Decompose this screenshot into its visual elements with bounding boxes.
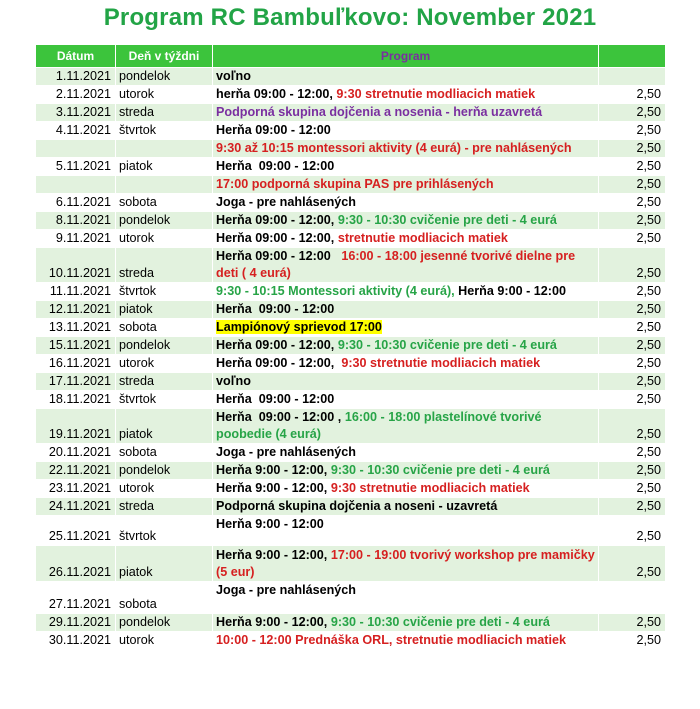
program-segment: Herňa 09:00 - 12:00	[216, 302, 335, 316]
column-header-price	[599, 45, 666, 68]
program-segment: 9:30 - 10:15 Montessori aktivity (4 eurá),	[216, 284, 459, 298]
cell-price: 2,50	[599, 194, 666, 212]
table-row	[36, 86, 666, 104]
cell-date: 15.11.2021	[36, 337, 116, 355]
program-segment: 17:00 podporná skupina PAS pre prihlásených	[216, 177, 494, 191]
table-row	[36, 444, 666, 462]
cell-date: 4.11.2021	[36, 122, 116, 140]
cell-date: 3.11.2021	[36, 104, 116, 122]
schedule-table	[35, 44, 666, 650]
program-segment: 9:30 - 10:30 cvičenie pre deti - 4 eurá	[330, 463, 550, 477]
program-segment: Herňa 09:00 - 12:00	[216, 249, 342, 263]
cell-date: 12.11.2021	[36, 301, 116, 319]
cell-price: 2,50	[599, 409, 666, 444]
cell-date	[36, 140, 116, 158]
cell-day: piatok	[116, 409, 213, 444]
cell-price: 2,50	[599, 230, 666, 248]
table-row	[36, 480, 666, 498]
cell-day: utorok	[116, 632, 213, 650]
cell-date: 1.11.2021	[36, 68, 116, 86]
program-segment: Herňa 9:00 - 12:00,	[216, 548, 331, 562]
table-row	[36, 546, 666, 582]
cell-price: 2,50	[599, 546, 666, 582]
cell-date: 24.11.2021	[36, 498, 116, 516]
table-row	[36, 516, 666, 546]
cell-program	[213, 480, 599, 498]
cell-day: pondelok	[116, 614, 213, 632]
cell-date: 18.11.2021	[36, 391, 116, 409]
program-segment: Herňa 09:00 - 12:00,	[216, 356, 342, 370]
cell-program	[213, 632, 599, 650]
program-segment: Herňa 09:00 - 12:00,	[216, 231, 338, 245]
cell-date: 5.11.2021	[36, 158, 116, 176]
cell-price: 2,50	[599, 248, 666, 283]
cell-date: 16.11.2021	[36, 355, 116, 373]
cell-program	[213, 158, 599, 176]
cell-date: 27.11.2021	[36, 582, 116, 614]
cell-program	[213, 582, 599, 614]
column-header-program: Program	[213, 45, 599, 68]
cell-price: 2,50	[599, 480, 666, 498]
table-row	[36, 462, 666, 480]
cell-day: streda	[116, 498, 213, 516]
table-row	[36, 409, 666, 444]
cell-price: 2,50	[599, 632, 666, 650]
cell-program	[213, 68, 599, 86]
cell-program	[213, 230, 599, 248]
table-row	[36, 498, 666, 516]
cell-day: utorok	[116, 230, 213, 248]
cell-program	[213, 140, 599, 158]
cell-day: štvrtok	[116, 283, 213, 301]
program-segment: 10:00 - 12:00 Prednáška ORL, stretnutie modliacich matiek	[216, 633, 566, 647]
cell-price: 2,50	[599, 140, 666, 158]
cell-program	[213, 355, 599, 373]
table-row	[36, 283, 666, 301]
cell-program	[213, 301, 599, 319]
program-segment: Herňa 09:00 - 12:00	[216, 392, 335, 406]
program-segment: 17:00 - 19:00 tvorivý workshop pre mamičky (5 eur)	[216, 548, 599, 579]
program-segment: 9:30 stretnutie modliacich matiek	[341, 356, 541, 370]
program-segment: herňa 09:00 - 12:00,	[216, 87, 337, 101]
cell-price: 2,50	[599, 337, 666, 355]
program-segment: 9:30 - 10:30 cvičenie pre deti - 4 eurá	[330, 615, 550, 629]
cell-date: 20.11.2021	[36, 444, 116, 462]
program-segment: Podporná skupina dojčenia a nosenia - herňa uzavretá	[216, 105, 543, 119]
cell-day: streda	[116, 104, 213, 122]
cell-price: 2,50	[599, 498, 666, 516]
program-segment: Herňa 09:00 - 12:00,	[216, 338, 338, 352]
program-segment: Joga - pre nahlásených	[216, 583, 356, 597]
cell-day: utorok	[116, 480, 213, 498]
cell-price: 2,50	[599, 176, 666, 194]
cell-day: piatok	[116, 546, 213, 582]
cell-day	[116, 140, 213, 158]
cell-date: 19.11.2021	[36, 409, 116, 444]
cell-program	[213, 212, 599, 230]
table-row	[36, 337, 666, 355]
cell-day: utorok	[116, 355, 213, 373]
cell-day: pondelok	[116, 337, 213, 355]
table-row	[36, 355, 666, 373]
cell-program	[213, 194, 599, 212]
program-segment: 9:30 stretnutie modliacich matiek	[336, 87, 536, 101]
program-segment: Herňa 9:00 - 12:00,	[216, 481, 331, 495]
program-segment: Herňa 9:00 - 12:00,	[216, 615, 331, 629]
program-segment: 9:30 - 10:30 cvičenie pre deti - 4 eurá	[337, 338, 557, 352]
table-row	[36, 122, 666, 140]
cell-day: streda	[116, 248, 213, 283]
cell-date: 13.11.2021	[36, 319, 116, 337]
cell-date: 9.11.2021	[36, 230, 116, 248]
cell-day: štvrtok	[116, 122, 213, 140]
cell-day	[116, 176, 213, 194]
cell-price: 2,50	[599, 391, 666, 409]
program-segment: Joga - pre nahlásených	[216, 195, 356, 209]
cell-price: 2,50	[599, 104, 666, 122]
table-row	[36, 301, 666, 319]
table-row	[36, 319, 666, 337]
table-row	[36, 68, 666, 86]
cell-program	[213, 444, 599, 462]
cell-price: 2,50	[599, 516, 666, 546]
cell-program	[213, 462, 599, 480]
cell-program	[213, 337, 599, 355]
cell-price: 2,50	[599, 122, 666, 140]
cell-program	[213, 516, 599, 546]
cell-price: 2,50	[599, 301, 666, 319]
cell-date: 17.11.2021	[36, 373, 116, 391]
cell-price: 2,50	[599, 283, 666, 301]
program-segment: voľno	[216, 374, 251, 388]
cell-price: 2,50	[599, 355, 666, 373]
cell-price	[599, 68, 666, 86]
table-row	[36, 632, 666, 650]
cell-day: štvrtok	[116, 391, 213, 409]
cell-price: 2,50	[599, 319, 666, 337]
cell-program	[213, 122, 599, 140]
table-row	[36, 104, 666, 122]
program-highlight: Lampiónový sprievod 17:00	[216, 320, 382, 334]
cell-day: pondelok	[116, 212, 213, 230]
program-segment: Herňa 9:00 - 12:00,	[216, 463, 331, 477]
table-row	[36, 176, 666, 194]
column-header-date: Dátum	[36, 45, 116, 68]
cell-day: streda	[116, 373, 213, 391]
table-row	[36, 212, 666, 230]
program-segment: 9:30 až 10:15 montessori aktivity (4 eurá) - pre nahlásených	[216, 141, 572, 155]
table-row	[36, 248, 666, 283]
cell-price: 2,50	[599, 462, 666, 480]
cell-program	[213, 176, 599, 194]
cell-date: 2.11.2021	[36, 86, 116, 104]
cell-date: 30.11.2021	[36, 632, 116, 650]
program-segment: 9:30 stretnutie modliacich matiek	[330, 481, 530, 495]
program-segment: stretnutie modliacich matiek	[337, 231, 508, 245]
table-row	[36, 140, 666, 158]
cell-program	[213, 248, 599, 283]
program-segment: Herňa 09:00 - 12:00,	[216, 213, 338, 227]
cell-program	[213, 86, 599, 104]
page-title: Program RC Bambuľkovo: November 2021	[103, 4, 597, 31]
table-row	[36, 373, 666, 391]
cell-price: 2,50	[599, 212, 666, 230]
table-row	[36, 194, 666, 212]
table-row	[36, 230, 666, 248]
table-row	[36, 158, 666, 176]
cell-date: 10.11.2021	[36, 248, 116, 283]
cell-date	[36, 176, 116, 194]
cell-price: 2,50	[599, 373, 666, 391]
cell-program	[213, 498, 599, 516]
cell-price: 2,50	[599, 86, 666, 104]
cell-program	[213, 391, 599, 409]
table-row	[36, 391, 666, 409]
cell-program	[213, 409, 599, 444]
program-segment: Herňa 09:00 - 12:00	[216, 159, 335, 173]
program-segment: 16:00 - 18:00 plastelínové tvorivé poobedie (4 eurá)	[216, 410, 546, 441]
program-segment: Podporná skupina dojčenia a noseni - uzavretá	[216, 499, 498, 513]
cell-day: sobota	[116, 582, 213, 614]
cell-price	[599, 582, 666, 614]
program-segment: Herňa 9:00 - 12:00	[216, 517, 324, 531]
cell-day: piatok	[116, 301, 213, 319]
cell-day: sobota	[116, 194, 213, 212]
table-row	[36, 582, 666, 614]
cell-date: 8.11.2021	[36, 212, 116, 230]
cell-price: 2,50	[599, 158, 666, 176]
program-segment: Herňa 09:00 - 12:00 ,	[216, 410, 345, 424]
cell-day: sobota	[116, 319, 213, 337]
cell-program	[213, 614, 599, 632]
program-segment: voľno	[216, 69, 251, 83]
cell-day: pondelok	[116, 462, 213, 480]
program-segment: 9:30 - 10:30 cvičenie pre deti - 4 eurá	[337, 213, 557, 227]
cell-program	[213, 546, 599, 582]
program-segment: Herňa 9:00 - 12:00	[458, 284, 566, 298]
cell-date: 23.11.2021	[36, 480, 116, 498]
schedule-body	[36, 68, 666, 650]
cell-price: 2,50	[599, 614, 666, 632]
table-row	[36, 614, 666, 632]
program-segment: 16:00 - 18:00 jesenné tvorivé dielne pre deti ( 4 eurá)	[216, 249, 579, 280]
cell-date: 26.11.2021	[36, 546, 116, 582]
cell-program	[213, 373, 599, 391]
cell-date: 29.11.2021	[36, 614, 116, 632]
cell-day: piatok	[116, 158, 213, 176]
cell-program	[213, 104, 599, 122]
cell-day: štvrtok	[116, 516, 213, 546]
program-segment: Herňa 09:00 - 12:00	[216, 123, 331, 137]
table-header-row	[36, 45, 666, 68]
cell-date: 25.11.2021	[36, 516, 116, 546]
column-header-day: Deň v týždni	[116, 45, 213, 68]
cell-program	[213, 283, 599, 301]
cell-date: 6.11.2021	[36, 194, 116, 212]
cell-date: 11.11.2021	[36, 283, 116, 301]
cell-date: 22.11.2021	[36, 462, 116, 480]
cell-day: sobota	[116, 444, 213, 462]
program-segment: Joga - pre nahlásených	[216, 445, 356, 459]
cell-price: 2,50	[599, 444, 666, 462]
cell-program	[213, 319, 599, 337]
cell-day: pondelok	[116, 68, 213, 86]
cell-day: utorok	[116, 86, 213, 104]
